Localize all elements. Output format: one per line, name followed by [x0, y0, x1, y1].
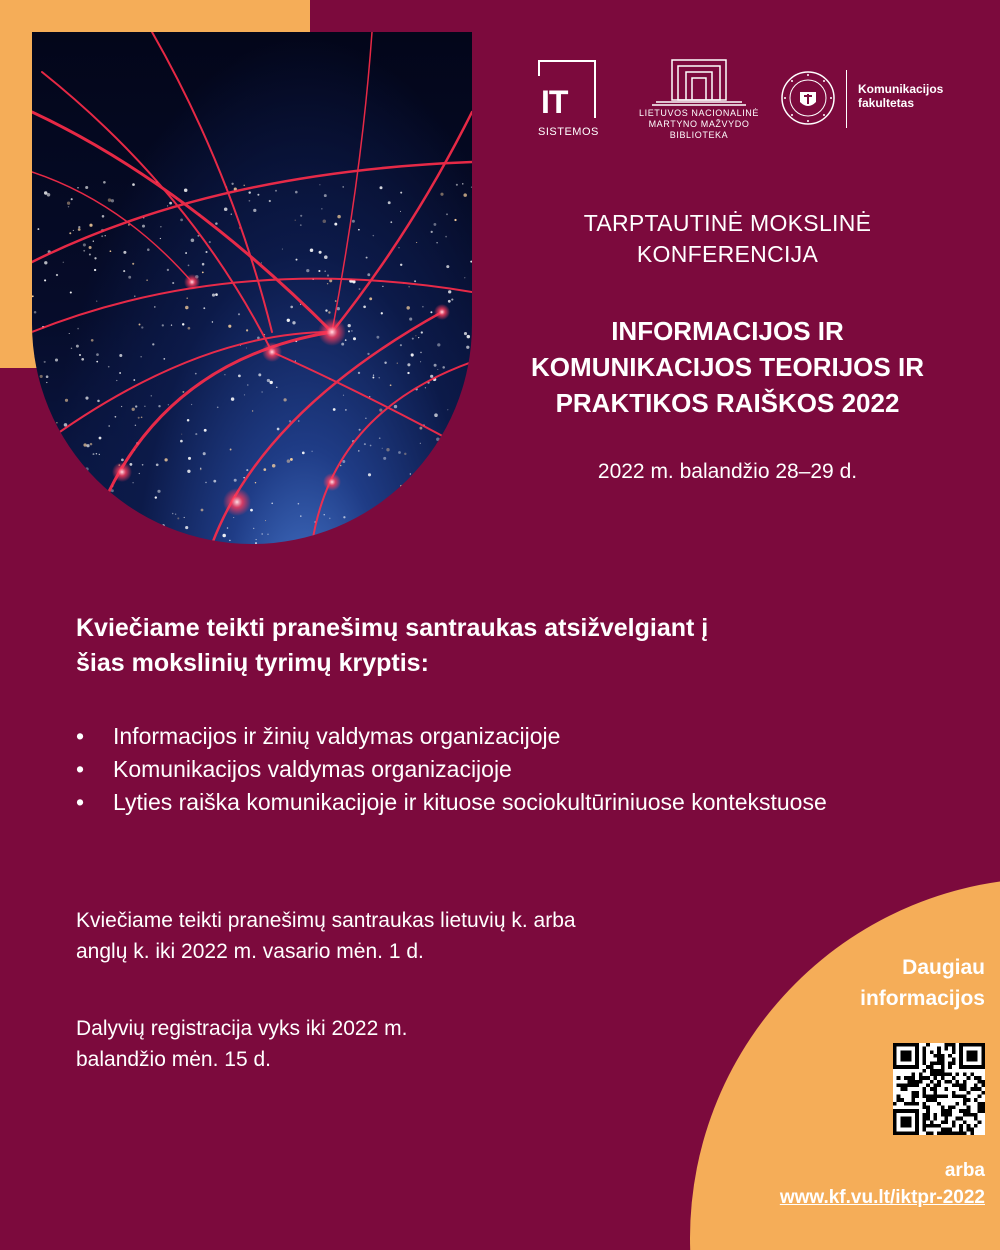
call-heading-line-1: Kviečiame teikti pranešimų santraukas atsižvelgiant į — [76, 614, 709, 642]
or-label: arba — [944, 1160, 985, 1181]
submission-note-line-2: anglų k. iki 2022 m. vasario mėn. 1 d. — [76, 940, 424, 963]
topic-text: Komunikacijos valdymas organizacijoje — [113, 756, 512, 782]
vu-logo-divider — [846, 70, 847, 128]
library-name-line-2: MARTYNO MAŽVYDO — [648, 119, 750, 129]
conference-type-line-2: KONFERENCIJA — [636, 241, 819, 267]
call-heading-line-2: šias mokslinių tyrimų kryptis: — [76, 649, 429, 677]
topic-text: Informacijos ir žinių valdymas organizacijoje — [113, 723, 561, 749]
list-item — [76, 786, 916, 819]
more-info-line-1: Daugiau — [902, 956, 985, 979]
vu-seal-icon — [780, 70, 836, 126]
library-logo — [634, 58, 764, 146]
conference-title-line-2: KOMUNIKACIJOS TEORIJOS IR — [531, 352, 924, 382]
partner-logos — [538, 58, 958, 148]
bullet: • — [76, 789, 85, 815]
submission-note — [76, 905, 776, 967]
library-name-line-3: BIBLIOTEKA — [669, 130, 729, 140]
website-link[interactable]: www.kf.vu.lt/iktpr-2022 — [779, 1187, 985, 1208]
conference-title-line-1: INFORMACIJOS IR — [611, 316, 844, 346]
it-logo-subtext: SISTEMOS — [538, 126, 599, 138]
library-name — [634, 108, 764, 141]
list-item — [76, 720, 916, 753]
conference-title-line-3: PRAKTIKOS RAIŠKOS 2022 — [555, 388, 900, 418]
registration-note-line-2: balandžio mėn. 15 d. — [76, 1048, 271, 1071]
faculty-name-line-1: Komunikacijos — [858, 82, 944, 96]
submission-note-line-1: Kviečiame teikti pranešimų santraukas lietuvių k. arba — [76, 909, 576, 932]
more-info-heading — [780, 952, 985, 1014]
more-info-line-2: informacijos — [860, 987, 985, 1010]
registration-note-line-1: Dalyvių registracija vyks iki 2022 m. — [76, 1017, 408, 1040]
conference-type — [485, 208, 970, 270]
registration-note — [76, 1013, 636, 1075]
library-building-icon — [634, 58, 764, 106]
call-heading — [76, 611, 936, 681]
list-item — [76, 753, 916, 786]
it-sistemos-logo — [538, 60, 602, 138]
network-globe-image — [32, 32, 472, 544]
qr-code-icon[interactable] — [893, 1043, 985, 1135]
topic-text: Lyties raiška komunikacijoje ir kituose sociokultūriniuose kontekstuose — [113, 789, 827, 815]
library-name-line-1: LIETUVOS NACIONALINĖ — [638, 108, 760, 118]
faculty-name — [858, 82, 943, 110]
bullet: • — [76, 723, 85, 749]
conference-title — [475, 313, 980, 421]
research-topics-list — [76, 720, 916, 819]
conference-type-line-1: TARPTAUTINĖ MOKSLINĖ — [583, 210, 872, 236]
faculty-name-line-2: fakultetas — [858, 96, 915, 110]
conference-date: 2022 m. balandžio 28–29 d. — [597, 460, 858, 483]
vu-faculty-logo — [780, 70, 960, 130]
it-logo-text: IT — [541, 84, 568, 120]
bullet: • — [76, 756, 85, 782]
